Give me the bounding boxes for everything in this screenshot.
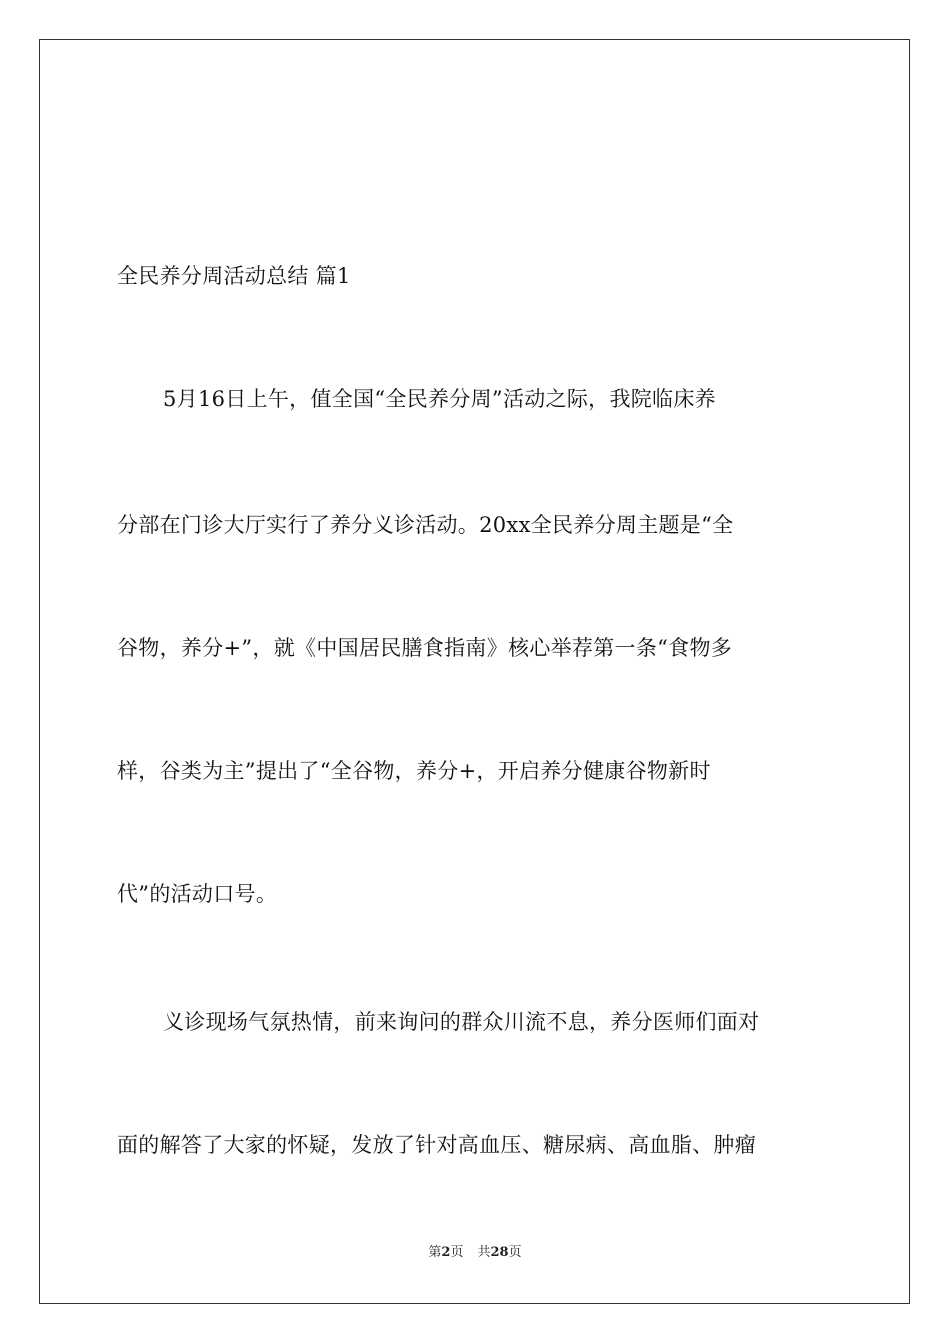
paragraph-1-line-1: 5月16日上午，值全国“全民养分周”活动之际，我院临床养 (163, 387, 716, 411)
paragraph-2-line-1: 义诊现场气氛热情，前来询问的群众川流不息，养分医师们面对 (163, 1010, 760, 1034)
total-unit: 页 (508, 1245, 522, 1260)
page-prefix: 第 (428, 1245, 442, 1260)
paragraph-1-line-5: 代”的活动口号。 (117, 882, 278, 906)
paragraph-1-line-4: 样，谷类为主”提出了“全谷物，养分+，开启养分健康谷物新时 (117, 759, 711, 783)
paragraph-1-line-3: 谷物，养分+”，就《中国居民膳食指南》核心举荐第一条“食物多 (117, 636, 733, 660)
page-footer (0, 1244, 950, 1262)
document-title: 全民养分周活动总结 篇1 (117, 264, 351, 288)
page-unit: 页 (450, 1245, 464, 1260)
paragraph-2-line-2: 面的解答了大家的怀疑，发放了针对高血压、糖尿病、高血脂、肿瘤 (117, 1133, 756, 1157)
total-pages: 28 (490, 1245, 509, 1260)
total-prefix: 共 (477, 1245, 491, 1260)
paragraph-1-line-2: 分部在门诊大厅实行了养分义诊活动。20xx全民养分周主题是“全 (117, 513, 734, 537)
page-border (39, 39, 910, 1304)
page-number: 2 (441, 1245, 451, 1260)
